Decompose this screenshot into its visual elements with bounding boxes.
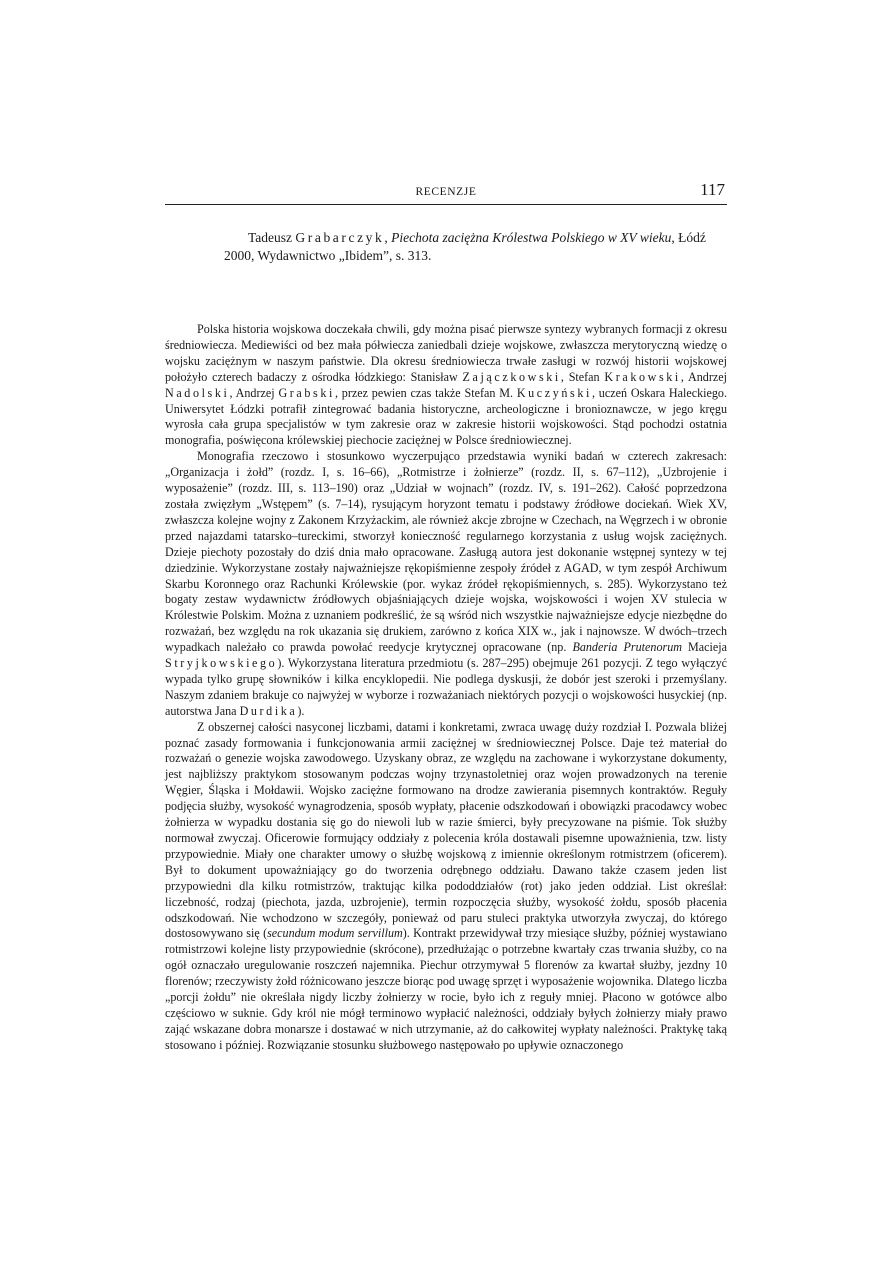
p1-text-b: , uczeń Oskara Haleckiego. Uniwersytet Łódzki potrafił zintegrować badania historyczne, archeologiczne i bronioznawcze, w jego kręgu wyrosła cała grupa specjalistów w tym zakresie oraz w zakresie historii wojskowości. Stąd pochodzi ostatnia monografia, poświęcona królewskiej piechocie zaciężnej w Polsce średniowiecznej. <box>165 385 727 448</box>
p3-text-cont: ). Kontrakt przewidywał trzy miesiące służby, później wystawiano rotmistrzowi kolejne listy przypowiednie (skrócone), przedłużając o potrzebne kwartały czas trwania służby, co na ogół oznaczało uregulowanie roszczeń najemnika. Piechur otrzymywał 5 florenów za kwartał służby, jezdny 10 florenów; rzeczywisty żołd różnicowano jeszcze biorąc pod uwagę sprzęt i wyposażenie wojownika. Dlatego liczba „porcji żołdu” nie określała nigdy liczby żołnierzy w rocie, było ich z reguły mniej. Płacono w gotówce albo częściowo w suknie. Gdy król nie mógł terminowo wypłacić należności, oddziały byłych żołnierzy miały prawo zająć wskazane dobra monarsze i dostawać w nich utrzymanie, aż do całkowitej wypłaty należności. Praktykę taką stosowano i później. Rozwiązanie stosunku służbowego następowało po upływie oznaczonego <box>165 926 727 1052</box>
person-surname: Nadolski <box>165 385 230 400</box>
author-last-name: Grabarczyk <box>295 230 385 245</box>
person-surname: Zajączkowski <box>462 369 561 384</box>
punct: , <box>680 369 684 384</box>
person-name: Andrzej <box>235 385 275 400</box>
p3-italic-phrase: secundum modum servillum <box>267 926 403 941</box>
person-surname: Krakowski <box>604 369 681 384</box>
punct: , <box>229 385 233 400</box>
page-header <box>165 182 727 205</box>
paragraph-3 <box>165 720 727 1054</box>
p2-text-cont: ). Wykorzystana literatura przedmiotu (s. 287–295) obejmuje 261 pozycji. Z tego wyłączyć wypada tylko grupę słowników i kilka encyklopedii. Nie podlega dyskusji, że dobór jest szeroki i przemyślany. Naszym zdaniem brakuje co najwyżej w wyborze i rozważaniach niektórych pozycji o wojskowości husyckiej (np. autorstwa Jana <box>165 656 727 718</box>
p2-text-end: ). <box>297 703 305 718</box>
book-title: Piechota zaciężna Królestwa Polskiego w XV wieku <box>391 230 672 245</box>
citation-details: , Łódź 2000, Wydawnictwo „Ibidem”, s. 313. <box>224 230 706 263</box>
running-head: RECENZJE <box>415 186 477 198</box>
review-body <box>165 322 727 1054</box>
person-name: Macieja <box>688 640 727 655</box>
paragraph-1 <box>165 322 727 449</box>
paragraph-2 <box>165 449 727 719</box>
book-citation: Tadeusz Grabarczyk, Piechota zaciężna Królestwa Polskiego w XV wieku, Łódź 2000, Wydawnictwo „Ibidem”, s. 313. <box>224 230 706 263</box>
person-name: Stanisław <box>410 369 458 384</box>
p1-text-a: Polska historia wojskowa doczekała chwili, gdy można pisać pierwsze syntezy wybranych formacji z okresu średniowiecza. Mediewiści od bez mała półwiecza zaniedbali dzieje wojskowe, zwłaszcza merytoryczną wiedzę o wojsku zaciężnym w naszym państwie. Dla okresu średniowiecza trwałe zasługi w rozwój historii wojskowej położyło czterech badaczy z ośrodka łódzkiego: <box>165 322 727 384</box>
person-surname: Stryjkowskiego <box>165 656 278 671</box>
p1-connector: , przez pewien czas także <box>334 385 461 400</box>
person-surname: Grabski <box>278 385 335 400</box>
author-first-name: Tadeusz <box>248 230 293 245</box>
person-name: Andrzej <box>688 369 727 384</box>
person-surname: Durdika <box>239 703 298 718</box>
punct: , <box>560 369 564 384</box>
p2-italic-title: Banderia Prutenorum <box>572 640 682 655</box>
p2-text: Monografia rzeczowo i stosunkowo wyczerpująco przedstawia wyniki badań w czterech zakresach: „Organizacja i żołd” (rozdz. I, s. 16–66), „Rotmistrze i żołnierze” (rozdz. II, s. 67–112), „Uzbrojenie i wyposażenie” (rozdz. III, s. 113–190) oraz „Udział w wojnach” (rozdz. IV, s. 191–262). Całość poprzedzona została zwięzłym „Wstępem” (s. 7–14), rysującym horyzont tematu i podstawy źródłowe dociekań. Wiek XV, zwłaszcza kolejne wojny z Zakonem Krzyżackim, ale również akcje zbrojne w Czechach, na Węgrzech i w obronie przed najazdami tatarsko–tureckimi, stworzył konieczność regularnego korzystania z usług wojsk zaciężnych. Dzieje piechoty pozostały do dziś dnia mało opracowane. Zasługą autora jest dokonanie wstępnej syntezy w tej dziedzinie. Wykorzystane zostały najważniejsze rękopiśmienne zespoły źródeł z AGAD, w tym zespół Archiwum Skarbu Koronnego oraz Rachunki Królewskie (por. wykaz źródeł rękopiśmiennych, s. 285). Wykorzystano też bogaty zestaw wydawnictw źródłowych objaśniających dzieje wojska, wojskowości i wojen XV stulecia w Królestwie Polskim. Można z uznaniem podkreślić, że są wśród nich wszystkie najważniejsze edycje niezbędne do rozważań, bez względu na rok ukazania się drukiem, zarówno z końca XIX w., jak i najnowsze. W dwóch–trzech wypadkach należało co prawda powołać reedycje krytycznej opracowane (np. <box>165 449 727 655</box>
person-name: Stefan M. <box>464 385 513 400</box>
page-number: 117 <box>700 180 725 199</box>
person-name: Stefan <box>568 369 600 384</box>
p3-text: Z obszernej całości nasyconej liczbami, datami i konkretami, zwraca uwagę duży rozdział I. Pozwala bliżej poznać zasady formowania i funkcjonowania armii zaciężnej w średniowiecznej Polsce. Daje też materiał do rozważań o genezie wojska zawodowego. Uzyskany obraz, ze względu na zachowane i wykorzystane dokumenty, jest najbliższy praktykom stosowanym podczas wojny trzynastoletniej oraz wojen prowadzonych na terenie Węgier, Śląska i Mołdawii. Wojsko zaciężne formowano na drodze zawierania pisemnych kontraktów. Reguły podjęcia służby, wysokość wynagrodzenia, sposób wypłaty, płacenie odszkodowań i obowiązki pracodawcy wobec żołnierza w wypadku dostania się go do niewoli lub w razie śmierci, były precyzowane na piśmie. Tok służby normował zwyczaj. Oficerowie formujący oddziały z polecenia króla dostawali pisemne upoważnienia, tzw. listy przypowiednie. Miały one charakter umowy o służbę wojskową z imiennie określonym rotmistrzem (oficerem). Był to dokument upoważniający go do tworzenia odrębnego oddziału. Dawano także czasem jeden list przypowiedni dla kilku rotmistrzów, traktując kilka pododdziałów (rot) jako jeden oddział. List określał: liczebność, rodzaj (piechota, jazda, uzbrojenie), termin rozpoczęcia służby, wysokość żołdu, sposób płacenia odszkodowań. Nie wchodzono w szczegóły, ponieważ od paru stuleci praktyka utworzyła zwyczaj, do którego dostosowywano się ( <box>165 719 727 941</box>
person-surname: Kuczyński <box>516 385 592 400</box>
